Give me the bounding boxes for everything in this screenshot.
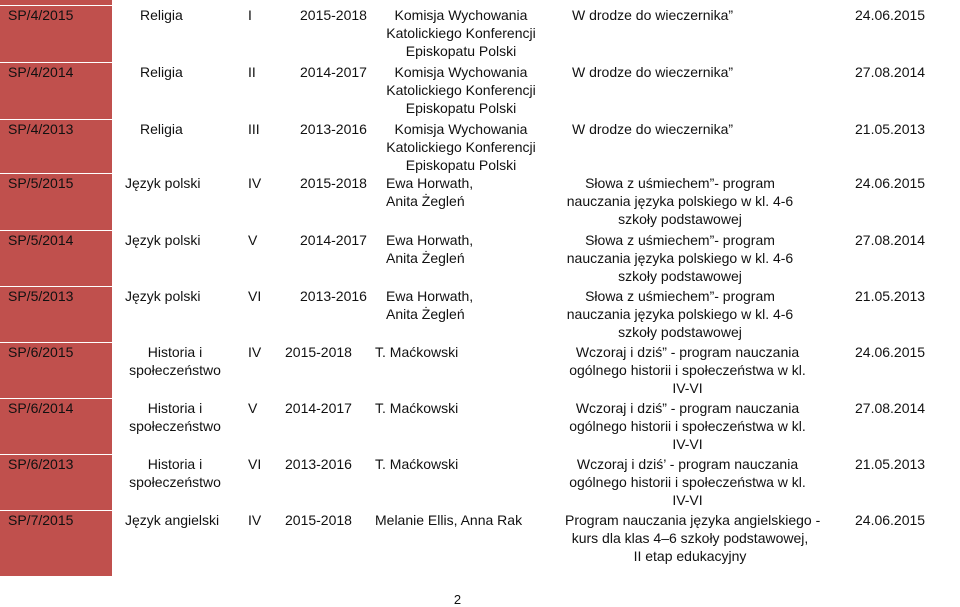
authors-line: Ewa Horwath, xyxy=(386,288,474,304)
approval-date xyxy=(855,287,955,305)
subject-line: społeczeństwo xyxy=(129,474,221,490)
authors xyxy=(386,287,486,323)
approval-date-line: 21.05.2013 xyxy=(855,288,926,304)
years-line: 2013-2016 xyxy=(300,288,367,304)
subject-line: społeczeństwo xyxy=(129,362,221,378)
authors-line: Anita Żegleń xyxy=(386,306,465,322)
class-level-line: V xyxy=(248,400,258,416)
program-code xyxy=(8,174,108,192)
subject xyxy=(125,231,235,249)
approval-date-line: 24.06.2015 xyxy=(855,7,926,23)
authors-line: Komisja Wychowania xyxy=(394,64,528,80)
approval-date xyxy=(855,343,955,361)
program-title-line: II etap edukacyjny xyxy=(633,548,747,564)
authors-line: T. Maćkowski xyxy=(375,344,459,360)
authors-line: T. Maćkowski xyxy=(375,400,459,416)
class-level xyxy=(248,6,278,24)
years xyxy=(300,6,380,24)
authors-line: Ewa Horwath, xyxy=(386,175,474,191)
subject-line: Historia i xyxy=(147,400,203,416)
years xyxy=(285,511,365,529)
table-row xyxy=(0,173,960,227)
program-title xyxy=(565,511,821,565)
authors xyxy=(375,343,515,361)
authors xyxy=(386,120,536,174)
approval-date-line: 21.05.2013 xyxy=(855,456,926,472)
program-code xyxy=(8,6,108,24)
program-code-line: SP/6/2014 xyxy=(8,400,74,416)
approval-date xyxy=(855,511,955,529)
program-title-line: IV-VI xyxy=(672,380,703,396)
table-row xyxy=(0,286,960,340)
program-title-line: Wczoraj i dziś” - program nauczania xyxy=(575,400,800,416)
class-level xyxy=(248,174,278,192)
program-title xyxy=(572,6,802,24)
authors xyxy=(375,399,515,417)
class-level xyxy=(248,399,278,417)
authors-line: Episkopatu Polski xyxy=(405,157,517,173)
program-title-line: IV-VI xyxy=(672,492,703,508)
subject-line: społeczeństwo xyxy=(129,418,221,434)
program-title-line: ogólnego historii i społeczeństwa w kl. xyxy=(569,362,806,378)
table-row xyxy=(0,454,960,508)
years-line: 2015-2018 xyxy=(300,175,367,191)
program-title xyxy=(565,287,795,341)
authors-line: Episkopatu Polski xyxy=(405,100,517,116)
class-level-line: IV xyxy=(248,512,262,528)
program-title-line: szkoły podstawowej xyxy=(618,324,742,340)
years-line: 2015-2018 xyxy=(285,512,352,528)
table-row xyxy=(0,342,960,396)
program-title-line: ogólnego historii i społeczeństwa w kl. xyxy=(569,418,806,434)
years-line: 2013-2016 xyxy=(300,121,367,137)
approval-date-line: 24.06.2015 xyxy=(855,175,926,191)
subject-line: Język polski xyxy=(125,175,201,191)
class-level xyxy=(248,287,278,305)
program-code xyxy=(8,343,108,361)
program-code xyxy=(8,511,108,529)
years xyxy=(285,399,365,417)
program-title-line: kurs dla klas 4–6 szkoły podstawowej, xyxy=(571,530,809,546)
program-title-line: W drodze do wieczernika” xyxy=(572,7,734,23)
years xyxy=(285,343,365,361)
program-title-line: ogólnego historii i społeczeństwa w kl. xyxy=(569,474,806,490)
approval-date xyxy=(855,174,955,192)
program-title xyxy=(565,174,795,228)
program-title xyxy=(572,63,802,81)
program-title-line: W drodze do wieczernika” xyxy=(572,121,734,137)
program-title-line: Program nauczania języka angielskiego - xyxy=(565,512,821,528)
program-title xyxy=(565,455,810,509)
subject xyxy=(125,174,235,192)
subject xyxy=(140,6,220,24)
years xyxy=(300,174,380,192)
program-code-line: SP/4/2015 xyxy=(8,7,74,23)
program-title-line: Słowa z uśmiechem”- program xyxy=(585,232,775,248)
subject-line: Język polski xyxy=(125,232,201,248)
class-level xyxy=(248,343,278,361)
authors-line: Katolickiego Konferencji xyxy=(386,25,536,41)
table-row xyxy=(0,5,960,59)
authors-line: Komisja Wychowania xyxy=(394,7,528,23)
approval-date xyxy=(855,63,955,81)
program-code-line: SP/5/2014 xyxy=(8,232,74,248)
program-code-line: SP/7/2015 xyxy=(8,512,74,528)
years-line: 2014-2017 xyxy=(300,64,367,80)
program-code-line: SP/5/2013 xyxy=(8,288,74,304)
approval-date-line: 24.06.2015 xyxy=(855,512,926,528)
program-title-line: Wczoraj i dziś’ - program nauczania xyxy=(576,456,799,472)
class-level-line: IV xyxy=(248,344,262,360)
program-title-line: szkoły podstawowej xyxy=(618,268,742,284)
subject xyxy=(115,399,235,435)
program-code-line: SP/6/2013 xyxy=(8,456,74,472)
authors-line: Melanie Ellis, Anna Rak xyxy=(375,512,523,528)
class-level xyxy=(248,231,278,249)
authors xyxy=(386,231,486,267)
subject xyxy=(125,511,245,529)
program-code-line: SP/4/2014 xyxy=(8,64,74,80)
years-line: 2015-2018 xyxy=(300,7,367,23)
program-code xyxy=(8,120,108,138)
table-row xyxy=(0,119,960,173)
approval-date xyxy=(855,6,955,24)
program-code xyxy=(8,231,108,249)
program-title-line: Wczoraj i dziś” - program nauczania xyxy=(575,344,800,360)
program-code xyxy=(8,455,108,473)
program-code xyxy=(8,287,108,305)
authors-line: Katolickiego Konferencji xyxy=(386,139,536,155)
years xyxy=(285,455,365,473)
approval-date-line: 27.08.2014 xyxy=(855,64,926,80)
approval-date-line: 24.06.2015 xyxy=(855,344,926,360)
authors-line: Katolickiego Konferencji xyxy=(386,82,536,98)
table-row xyxy=(0,510,960,564)
program-title-line: nauczania języka polskiego w kl. 4-6 xyxy=(566,193,794,209)
subject-line: Religia xyxy=(140,7,183,23)
class-level xyxy=(248,63,278,81)
class-level-line: V xyxy=(248,232,258,248)
program-title-line: IV-VI xyxy=(672,436,703,452)
class-level xyxy=(248,511,278,529)
table-row xyxy=(0,398,960,452)
subject-line: Historia i xyxy=(147,456,203,472)
authors-line: Episkopatu Polski xyxy=(405,43,517,59)
approval-date xyxy=(855,120,955,138)
program-title xyxy=(572,120,802,138)
program-title-line: W drodze do wieczernika” xyxy=(572,64,734,80)
years xyxy=(300,120,380,138)
subject-line: Język polski xyxy=(125,288,201,304)
program-title-line: nauczania języka polskiego w kl. 4-6 xyxy=(566,306,794,322)
subject xyxy=(115,455,235,491)
class-level-line: I xyxy=(248,7,252,23)
authors-line: Anita Żegleń xyxy=(386,193,465,209)
class-level-line: IV xyxy=(248,175,262,191)
authors xyxy=(386,6,536,60)
page-number: 2 xyxy=(453,592,462,607)
program-title-line: nauczania języka polskiego w kl. 4-6 xyxy=(566,250,794,266)
years-line: 2014-2017 xyxy=(300,232,367,248)
years xyxy=(300,287,380,305)
years-line: 2014-2017 xyxy=(285,400,352,416)
program-title xyxy=(565,343,810,397)
subject xyxy=(115,343,235,379)
program-title-line: Słowa z uśmiechem”- program xyxy=(585,175,775,191)
authors xyxy=(386,63,536,117)
approval-date-line: 21.05.2013 xyxy=(855,121,926,137)
years xyxy=(300,231,380,249)
approval-date-line: 27.08.2014 xyxy=(855,232,926,248)
approval-date xyxy=(855,231,955,249)
authors-line: Ewa Horwath, xyxy=(386,232,474,248)
program-code-line: SP/5/2015 xyxy=(8,175,74,191)
authors xyxy=(375,455,515,473)
subject xyxy=(140,63,220,81)
class-level-line: VI xyxy=(248,288,262,304)
program-title xyxy=(565,399,810,453)
authors-line: T. Maćkowski xyxy=(375,456,459,472)
approval-date xyxy=(855,399,955,417)
program-title xyxy=(565,231,795,285)
class-level-line: III xyxy=(248,121,260,137)
years-line: 2015-2018 xyxy=(285,344,352,360)
years xyxy=(300,63,380,81)
class-level xyxy=(248,455,278,473)
program-code xyxy=(8,63,108,81)
table-row xyxy=(0,230,960,284)
table-row xyxy=(0,62,960,116)
program-title-line: Słowa z uśmiechem”- program xyxy=(585,288,775,304)
years-line: 2013-2016 xyxy=(285,456,352,472)
program-code xyxy=(8,399,108,417)
approval-date xyxy=(855,455,955,473)
authors-line: Komisja Wychowania xyxy=(394,121,528,137)
subject xyxy=(140,120,220,138)
subject-line: Religia xyxy=(140,64,183,80)
authors xyxy=(375,511,545,529)
subject-line: Język angielski xyxy=(125,512,220,528)
authors xyxy=(386,174,486,210)
subject-line: Historia i xyxy=(147,344,203,360)
program-code-line: SP/6/2015 xyxy=(8,344,74,360)
authors-line: Anita Żegleń xyxy=(386,250,465,266)
subject-line: Religia xyxy=(140,121,183,137)
approval-date-line: 27.08.2014 xyxy=(855,400,926,416)
program-code-line: SP/4/2013 xyxy=(8,121,74,137)
class-level-line: II xyxy=(248,64,256,80)
program-title-line: szkoły podstawowej xyxy=(618,211,742,227)
class-level-line: VI xyxy=(248,456,262,472)
subject xyxy=(125,287,235,305)
class-level xyxy=(248,120,278,138)
